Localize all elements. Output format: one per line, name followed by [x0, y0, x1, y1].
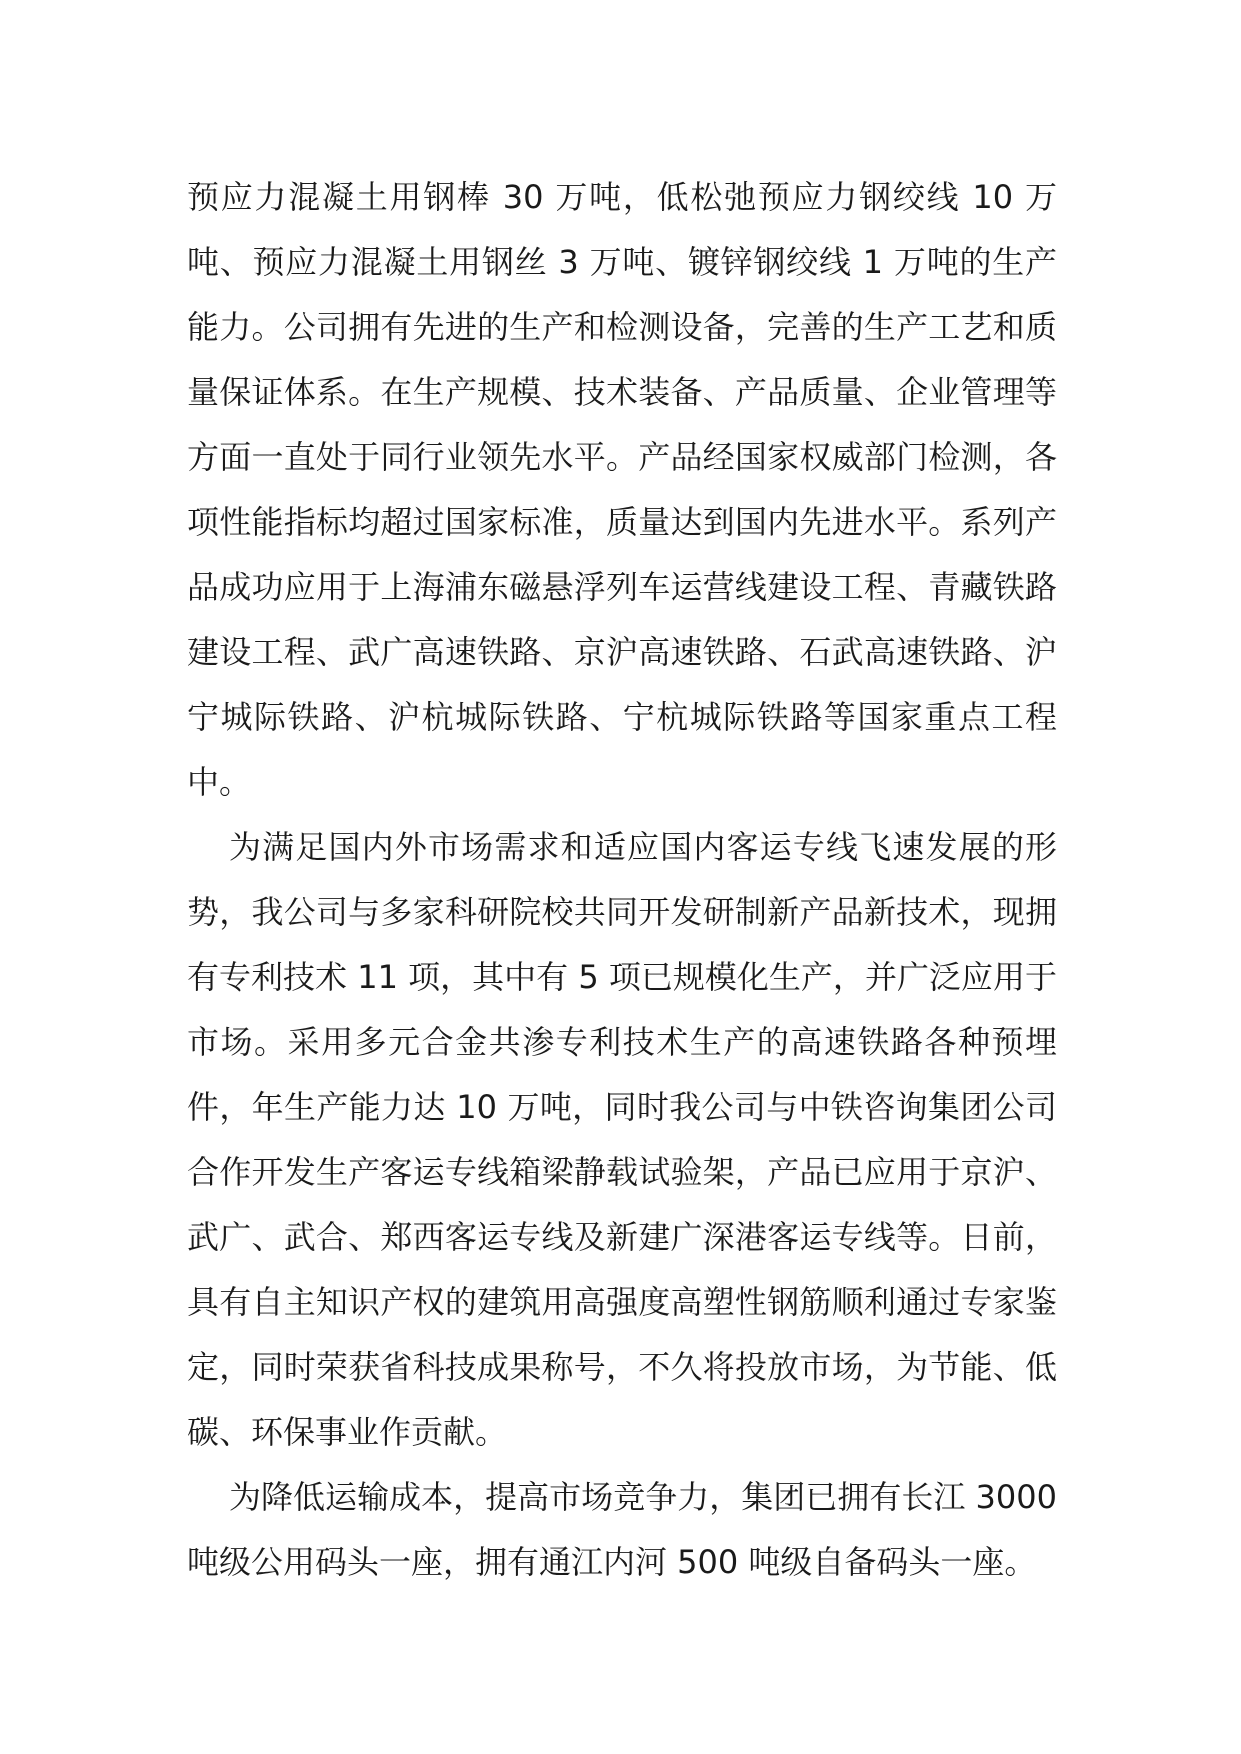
paragraph-production-capacity: 预应力混凝土用钢棒 30 万吨，低松弛预应力钢绞线 10 万吨、预应力混凝土用钢丝 3 万吨、镀锌钢绞线 1 万吨的生产能力。公司拥有先进的生产和检测设备，完善的生产工艺和质量保证体系。在生产规模、技术装备、产品质量、企业管理等方面一直处于同行业领先水平。产品经国家权威部门检测，各项性能指标均超过国家标准，质量达到国内先进水平。系列产品成功应用于上海浦东磁悬浮列车运营线建设工程、青藏铁路建设工程、武广高速铁路、京沪高速铁路、石武高速铁路、沪宁城际铁路、沪杭城际铁路、宁杭城际铁路等国家重点工程中。	[187, 178, 1057, 801]
paragraph-research-development: 为满足国内外市场需求和适应国内客运专线飞速发展的形势，我公司与多家科研院校共同开发研制新产品新技术，现拥有专利技术 11 项，其中有 5 项已规模化生产，并广泛应用于市场。采用多元合金共渗专利技术生产的高速铁路各种预埋件，年生产能力达 10 万吨，同时我公司与中铁咨询集团公司合作开发生产客运专线箱梁静载试验架，产品已应用于京沪、武广、武合、郑西客运专线及新建广深港客运专线等。日前，具有自主知识产权的建筑用高强度高塑性钢筋顺利通过专家鉴定，同时荣获省科技成果称号，不久将投放市场，为节能、低碳、环保事业作贡献。	[187, 828, 1057, 1451]
document-page	[187, 165, 1057, 1595]
paragraph-transport-docks: 为降低运输成本，提高市场竞争力，集团已拥有长江 3000 吨级公用码头一座，拥有通江内河 500 吨级自备码头一座。	[187, 1478, 1057, 1581]
